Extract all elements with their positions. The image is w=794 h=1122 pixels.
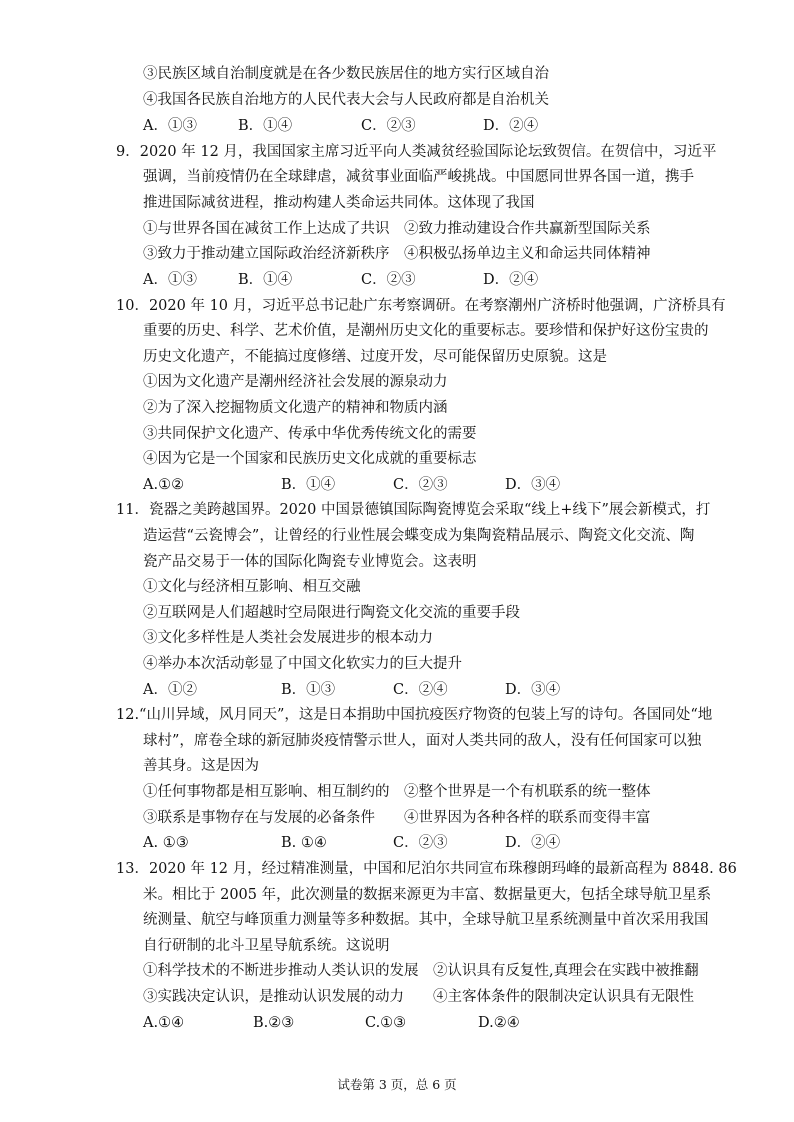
q11-choice-c: C．②④ (393, 682, 448, 698)
q11-choice-a: A．①② (143, 682, 197, 698)
q9-choice-c: C．②③ (361, 272, 416, 288)
q10-choice-a: A.①② (143, 477, 185, 493)
q9-items-line-1: ①与世界各国在减贫工作上达成了共识 ②致力推动建设合作共赢新型国际关系 (143, 221, 651, 237)
q10-choice-d: D．③④ (505, 477, 561, 493)
q9-choice-a: A．①③ (143, 272, 197, 288)
page-footer: 试卷第 3 页，总 6 页 (337, 1077, 457, 1092)
q9-items-line-2: ③致力于推动建立国际政治经济新秩序 ④积极弘扬单边主义和命运共同体精神 (143, 246, 651, 262)
q13-stem-line-3: 统测量、航空与峰顶重力测量等多种数据。其中，全球导航卫星系统测量中首次采用我国 (143, 912, 709, 928)
q9-choices (143, 270, 703, 290)
q10-item-1: ①因为文化遗产是潮州经济社会发展的源泉动力 (143, 374, 448, 390)
q8-choice-b: B．①④ (238, 118, 293, 134)
q8-choice-a: A．①③ (143, 118, 197, 134)
q11-choice-d: D．③④ (505, 682, 561, 698)
q10-choice-c: C．②③ (393, 477, 448, 493)
q11-choices (143, 680, 703, 700)
q11-stem-line-3: 瓷产品交易于一体的国际化陶瓷专业博览会。这表明 (143, 554, 477, 570)
q12-stem-line-3: 善其身。这是因为 (143, 758, 259, 774)
q12-choice-c: C．②③ (393, 835, 448, 851)
q12-items-line-1: ①任何事物都是相互影响、相互制约的 ②整个世界是一个有机联系的统一整体 (143, 784, 651, 800)
q9-stem-line-2: 强调，当前疫情仍在全球肆虐，减贫事业面临严峻挑战。中国愿同世界各国一道，携手 (143, 169, 694, 185)
q13-choice-a: A.①④ (143, 1015, 185, 1031)
q11-item-4: ④举办本次活动彰显了中国文化软实力的巨大提升 (143, 656, 462, 672)
q12-items-line-2: ③联系是事物存在与发展的必备条件 ④世界因为各种各样的联系而变得丰富 (143, 810, 651, 826)
q13-choices (143, 1013, 703, 1033)
q13-items-line-2: ③实践决定认识，是推动认识发展的动力 ④主客体条件的限制决定认识具有无限性 (143, 989, 694, 1005)
q10-stem-line-2: 重要的历史、科学、艺术价值，是潮州历史文化的重要标志。要珍惜和保护好这份宝贵的 (143, 323, 709, 339)
q12-choice-d: D．②④ (505, 835, 561, 851)
q10-stem-line-3: 历史文化遗产，不能搞过度修缮、过度开发，尽可能保留历史原貌。这是 (143, 349, 607, 365)
q12-choice-a: A. ①③ (143, 835, 189, 851)
q8-item-3: ③民族区域自治制度就是在各少数民族居住的地方实行区域自治 (143, 66, 549, 82)
q12-stem-line-1: 12.“山川异域，风月同天”，这是日本捐助中国抗疫医疗物资的包装上写的诗句。各国同处“地 (116, 707, 713, 723)
q11-item-3: ③文化多样性是人类社会发展进步的根本动力 (143, 630, 433, 646)
q10-choices (143, 475, 703, 495)
q9-stem-line-1: 9．2020 年 12 月，我国国家主席习近平向人类减贫经验国际论坛致贺信。在贺信中，习近平 (116, 144, 717, 160)
q11-stem-line-1: 11．瓷器之美跨越国界。2020 中国景德镇国际陶瓷博览会采取“线上+线下”展会新模式，打 (116, 502, 711, 518)
q13-stem-line-4: 自行研制的北斗卫星导航系统。这说明 (143, 938, 390, 954)
q12-choice-b: B. ①④ (281, 835, 327, 851)
q10-stem-line-1: 10．2020 年 10 月，习近平总书记赴广东考察调研。在考察潮州广济桥时他强调，广济桥具有 (116, 298, 726, 314)
q11-item-2: ②互联网是人们超越时空局限进行陶瓷文化交流的重要手段 (143, 605, 520, 621)
q13-choice-c: C.①③ (365, 1015, 407, 1031)
q13-items-line-1: ①科学技术的不断进步推动人类认识的发展 ②认识具有反复性,真理会在实践中被推翻 (143, 963, 699, 979)
q8-choice-d: D．②④ (483, 118, 539, 134)
q8-choices (143, 116, 703, 136)
q10-item-2: ②为了深入挖掘物质文化遗产的精神和物质内涵 (143, 400, 448, 416)
q12-stem-line-2: 球村”，席卷全球的新冠肺炎疫情警示世人，面对人类共同的敌人，没有任何国家可以独 (143, 733, 702, 749)
q8-choice-c: C．②③ (361, 118, 416, 134)
q11-item-1: ①文化与经济相互影响、相互交融 (143, 579, 361, 595)
q9-stem-line-3: 推进国际减贫进程，推动构建人类命运共同体。这体现了我国 (143, 195, 535, 211)
q12-choices (143, 833, 703, 853)
q13-choice-b: B.②③ (253, 1015, 295, 1031)
q11-choice-b: B．①③ (281, 682, 336, 698)
q9-choice-b: B．①④ (238, 272, 293, 288)
q10-item-3: ③共同保护文化遗产、传承中华优秀传统文化的需要 (143, 426, 477, 442)
q13-choice-d: D.②④ (478, 1015, 520, 1031)
q13-stem-line-2: 米。相比于 2005 年，此次测量的数据来源更为丰富、数据量更大，包括全球导航卫星系 (143, 887, 712, 903)
q13-stem-line-1: 13．2020 年 12 月，经过精准测量，中国和尼泊尔共同宣布珠穆朗玛峰的最新高程为 8848. 86 (116, 861, 737, 877)
q10-choice-b: B．①④ (281, 477, 336, 493)
q9-choice-d: D．②④ (483, 272, 539, 288)
q8-item-4: ④我国各民族自治地方的人民代表大会与人民政府都是自治机关 (143, 92, 549, 108)
q11-stem-line-2: 造运营“云瓷博会”，让曾经的行业性展会蝶变成为集陶瓷精品展示、陶瓷文化交流、陶 (143, 528, 695, 544)
q10-item-4: ④因为它是一个国家和民族历史文化成就的重要标志 (143, 451, 477, 467)
